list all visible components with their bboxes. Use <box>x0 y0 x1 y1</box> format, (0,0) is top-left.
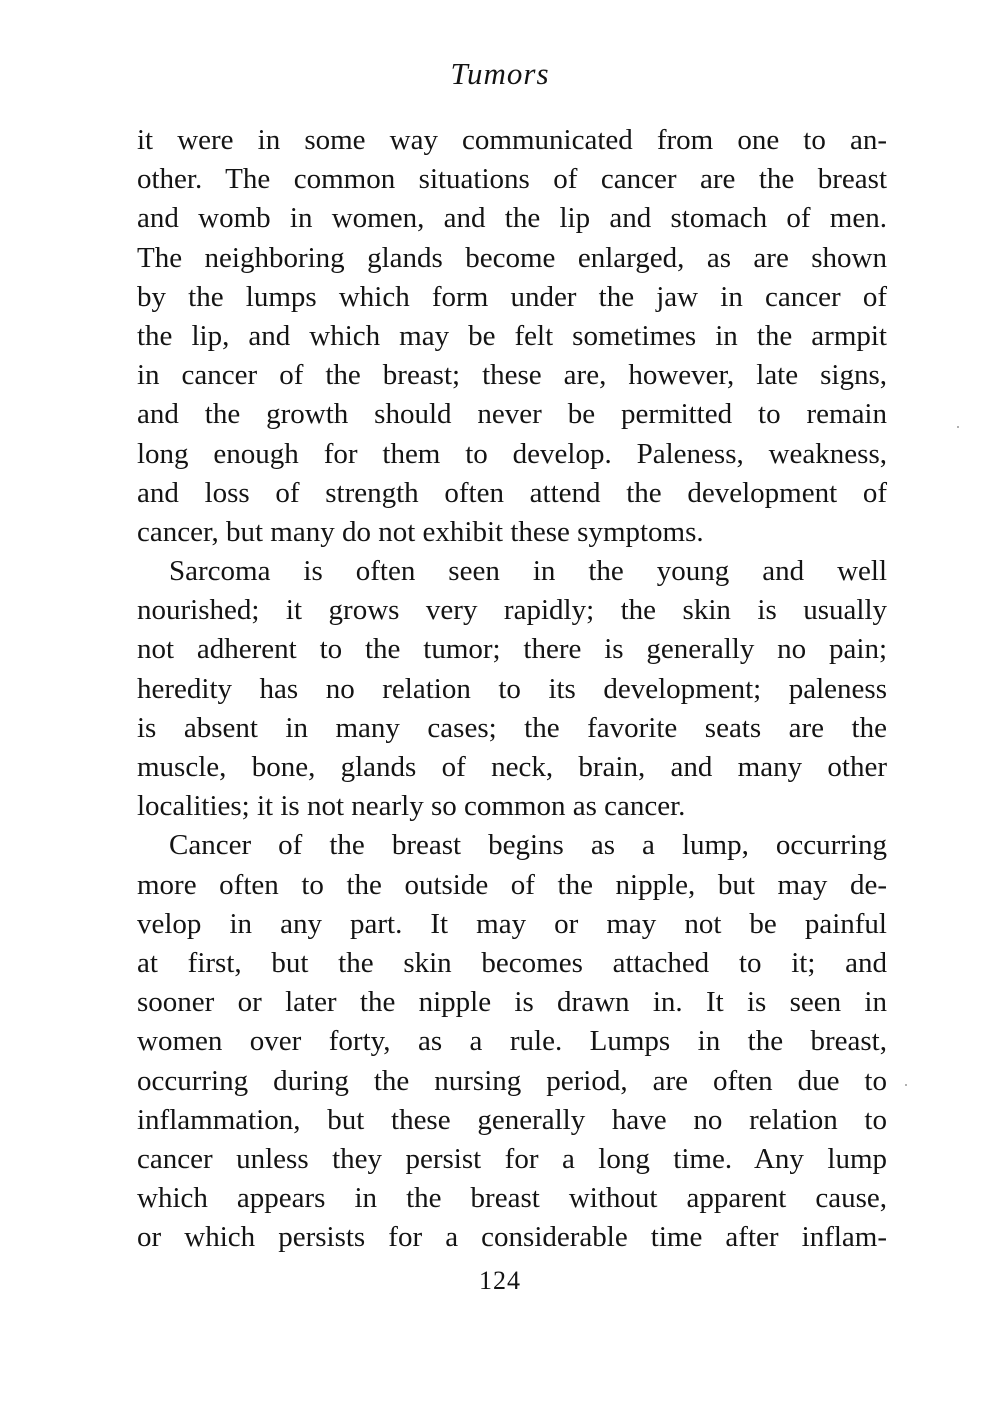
text-line: cancer unless they persist for a long time. Any lump <box>137 1142 887 1175</box>
page-number: 124 <box>479 1266 521 1295</box>
text-line: The neighboring glands become enlarged, as are shown <box>137 241 887 274</box>
text-line: Cancer of the breast begins as a lump, occurring <box>169 829 887 862</box>
text-line: cancer, but many do not exhibit these symptoms. <box>137 515 704 548</box>
text-line: or which persists for a considerable time after inflam- <box>137 1221 887 1254</box>
text-line: at first, but the skin becomes attached to it; and <box>137 946 887 979</box>
text-line: and womb in women, and the lip and stomach of men. <box>137 202 887 235</box>
scan-speck <box>905 1084 907 1086</box>
text-line: muscle, bone, glands of neck, brain, and many other <box>137 751 887 783</box>
text-line: occurring during the nursing period, are often due to <box>137 1064 887 1097</box>
text-line: velop in any part. It may or may not be painful <box>137 907 887 940</box>
text-line: by the lumps which form under the jaw in cancer of <box>137 280 887 313</box>
paragraph-2 <box>137 552 887 826</box>
paragraph-1 <box>137 121 887 552</box>
text-line: women over forty, as a rule. Lumps in the breast, <box>137 1025 887 1058</box>
text-line: and the growth should never be permitted to remain <box>137 398 887 431</box>
text-line: long enough for them to develop. Paleness, weakness, <box>137 437 887 470</box>
text-line: localities; it is not nearly so common as cancer. <box>137 790 686 823</box>
text-line: which appears in the breast without apparent cause, <box>137 1182 887 1215</box>
text-line: heredity has no relation to its development; paleness <box>137 672 887 705</box>
text-line: in cancer of the breast; these are, however, late signs, <box>137 359 887 392</box>
body-text <box>137 121 887 1257</box>
text-line: it were in some way communicated from one to an- <box>137 124 887 156</box>
text-line: inflammation, but these generally have no relation to <box>137 1103 887 1136</box>
text-line: and loss of strength often attend the development of <box>137 476 887 509</box>
running-head: Tumors <box>450 56 550 91</box>
text-line: nourished; it grows very rapidly; the skin is usually <box>137 594 887 627</box>
text-line: is absent in many cases; the favorite seats are the <box>137 711 887 744</box>
text-line: sooner or later the nipple is drawn in. It is seen in <box>137 986 887 1019</box>
paragraph-3 <box>137 826 887 1257</box>
scan-speck <box>957 426 959 428</box>
text-line: more often to the outside of the nipple, but may de- <box>137 868 887 901</box>
text-line: Sarcoma is often seen in the young and well <box>169 555 887 588</box>
text-line: other. The common situations of cancer are the breast <box>137 163 887 196</box>
text-line: not adherent to the tumor; there is generally no pain; <box>137 633 887 666</box>
text-line: the lip, and which may be felt sometimes in the armpit <box>137 319 887 352</box>
